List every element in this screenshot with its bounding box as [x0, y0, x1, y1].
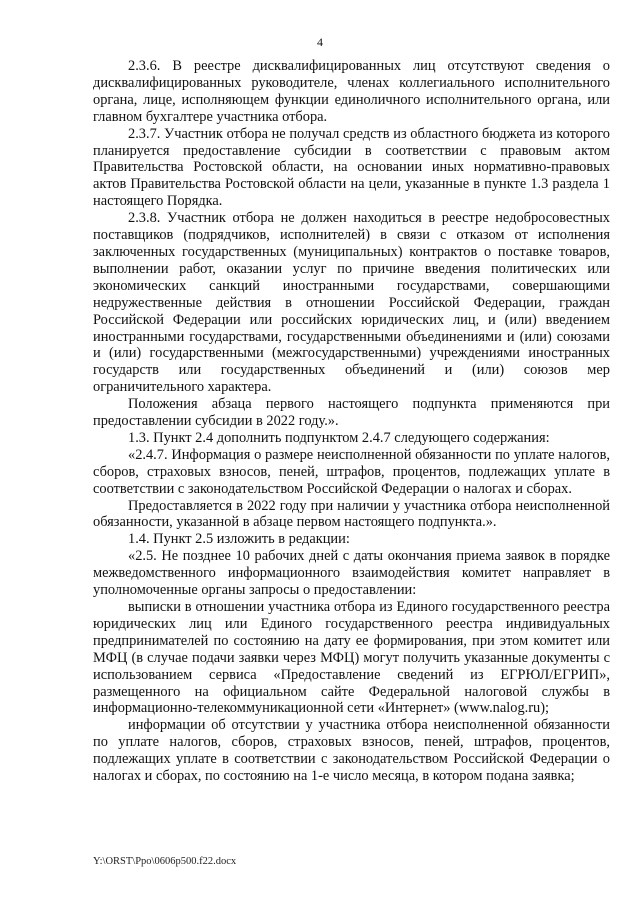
paragraph-2-5: «2.5. Не позднее 10 рабочих дней с даты окончания приема заявок в порядке межведомственного информационного взаимодействия комитет направляет в уполномоченные органы запросы о предоставлении:	[93, 548, 610, 599]
paragraph-1-3: 1.3. Пункт 2.4 дополнить подпунктом 2.4.7 следующего содержания:	[128, 429, 550, 446]
paragraph-2-3-7: 2.3.7. Участник отбора не получал средств из областного бюджета из которого планируется предоставление субсидии в соответствии с правовым актом Правительства Ростовской области, на основании иных нормативно-правовых актов Правительства Ростовской области на цели, указанные в пункте 1.3 раздела 1 настоящего Порядка.	[93, 125, 610, 210]
paragraph-2-5-tax-info: информации об отсутствии у участника отбора неисполненной обязанности по уплате налогов, сборов, страховых взносов, пеней, штрафов, процентов, подлежащих уплате в соответствии с законодательством Российской Федерации о налогах и сборах, по состоянию на 1-е число месяца, в котором подана заявка;	[93, 717, 610, 785]
paragraph-2-3-8-note: Положения абзаца первого настоящего подпункта применяются при предоставлении субсидии в 2022 году.».	[93, 396, 610, 430]
paragraph-1-4: 1.4. Пункт 2.5 изложить в редакции:	[128, 531, 350, 548]
document-body	[93, 58, 610, 785]
paragraph-2-3-6: 2.3.6. В реестре дисквалифицированных лиц отсутствуют сведения о дисквалифицированных руководителе, членах коллегиального исполнительного органа, лице, исполняющем функции единоличного исполнительного органа, или главном бухгалтере участника отбора.	[93, 58, 610, 125]
page-number: 4	[317, 35, 323, 49]
paragraph-2-4-7-note: Предоставляется в 2022 году при наличии у участника отбора неисполненной обязанности, указанной в абзаце первом настоящего подпункта.».	[93, 497, 610, 531]
paragraph-2-5-extract: выписки в отношении участника отбора из Единого государственного реестра юридических лиц или Единого государственного реестра индивидуальных предпринимателей по состоянию на дату ее формирования, при этом комитет или МФЦ (в случае подачи заявки через МФЦ) могут получить указанные документы с использованием сервиса «Предоставление сведений из ЕГРЮЛ/ЕГРИП», размещенного на официальном сайте Федеральной налоговой службы в информационно-телекоммуникационной сети «Интернет» (www.nalog.ru);	[93, 599, 610, 717]
footer-file-path: Y:\ORST\Ppo\0606p500.f22.docx	[93, 856, 237, 867]
paragraph-2-4-7: «2.4.7. Информация о размере неисполненной обязанности по уплате налогов, сборов, страховых взносов, пеней, штрафов, процентов, подлежащих уплате в соответствии с законодательством Российской Федерации о налогах и сборах.	[93, 446, 610, 497]
paragraph-2-3-8: 2.3.8. Участник отбора не должен находиться в реестре недобросовестных поставщиков (подрядчиков, исполнителей) в связи с отказом от исполнения заключенных государственных (муниципальных) контрактов о поставке товаров, выполнении работ, оказании услуг по причине введения политических или экономических санкций иностранными государствами, совершающими недружественные действия в отношении Российской Федерации, граждан Российской Федерации или российских юридических лиц, и (или) введением иностранными государствами, государственными объединениями и (или) союзами и (или) государственными (межгосударственными) учреждениями иностранных государств или государственных объединений и (или) союзов мер ограничительного характера.	[93, 210, 610, 396]
